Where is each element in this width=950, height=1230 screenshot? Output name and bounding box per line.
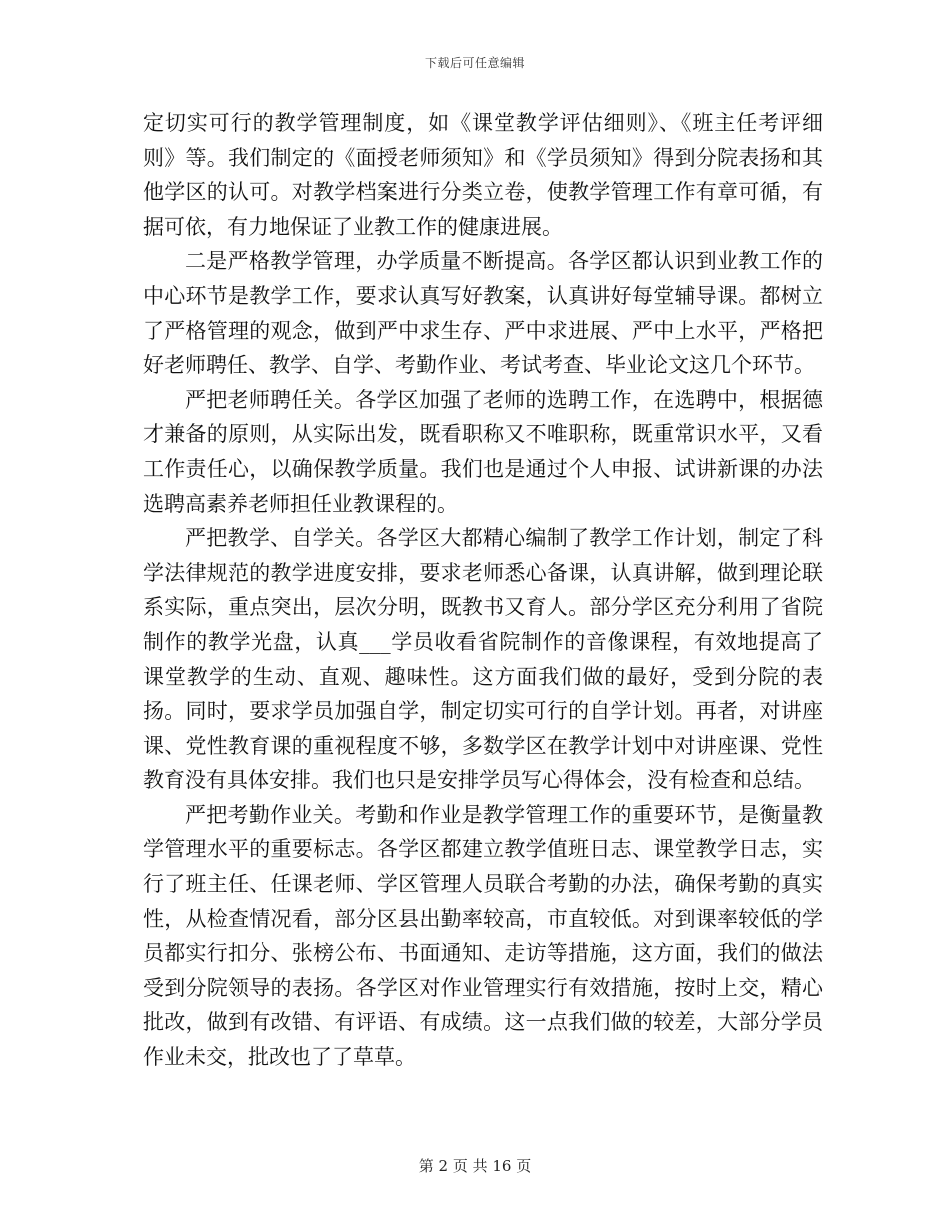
paragraph-2: 二是严格教学管理，办学质量不断提高。各学区都认识到业教工作的中心环节是教学工作，要求认真写好教案，认真讲好每堂辅导课。都树立了严格管理的观念，做到严中求生存、严中求进展、严中上水平，严格把好老师聘任、教学、自学、考勤作业、考试考查、毕业论文这几个环节。 xyxy=(143,249,823,378)
paragraph-3: 严把老师聘任关。各学区加强了老师的选聘工作，在选聘中，根据德才兼备的原则，从实际出发，既看职称又不唯职称，既重常识水平，又看工作责任心，以确保教学质量。我们也是通过个人申报、试讲新课的办法选聘高素养老师担任业教课程的。 xyxy=(143,387,823,516)
page-number: 第 2 页 共 16 页 xyxy=(418,1157,532,1175)
paragraph-4: 严把教学、自学关。各学区大都精心编制了教学工作计划，制定了科学法律规范的教学进度安排，要求老师悉心备课，认真讲解，做到理论联系实际，重点突出，层次分明，既教书又育人。部分学区充分利用了省院制作的教学光盘，认真___学员收看省院制作的音像课程，有效地提高了课堂教学的生动、直观、趣味性。这方面我们做的最好，受到分院的表扬。同时，要求学员加强自学，制定切实可行的自学计划。再者，对讲座课、党性教育课的重视程度不够，多数学区在教学计划中对讲座课、党性教育没有具体安排。我们也只是安排学员写心得体会，没有检查和总结。 xyxy=(143,526,823,793)
paragraph-5: 严把考勤作业关。考勤和作业是教学管理工作的重要环节，是衡量教学管理水平的重要标志。各学区都建立教学值班日志、课堂教学日志，实行了班主任、任课老师、学区管理人员联合考勤的办法，确保考勤的真实性，从检查情况看，部分区县出勤率较高，市直较低。对到课率较低的学员都实行扣分、张榜公布、书面通知、走访等措施，这方面，我们的做法受到分院领导的表扬。各学区对作业管理实行有效措施，按时上交，精心批改，做到有改错、有评语、有成绩。这一点我们做的较差，大部分学员作业未交，批改也了了草草。 xyxy=(143,802,823,1070)
document-body xyxy=(143,106,823,1075)
page-header: 下载后可任意编辑 xyxy=(424,56,525,70)
paragraph-1: 定切实可行的教学管理制度，如《课堂教学评估细则》、《班主任考评细则》等。我们制定的《面授老师须知》和《学员须知》得到分院表扬和其他学区的认可。对教学档案进行分类立卷，使教学管理工作有章可循，有据可依，有力地保证了业教工作的健康进展。 xyxy=(143,111,823,239)
